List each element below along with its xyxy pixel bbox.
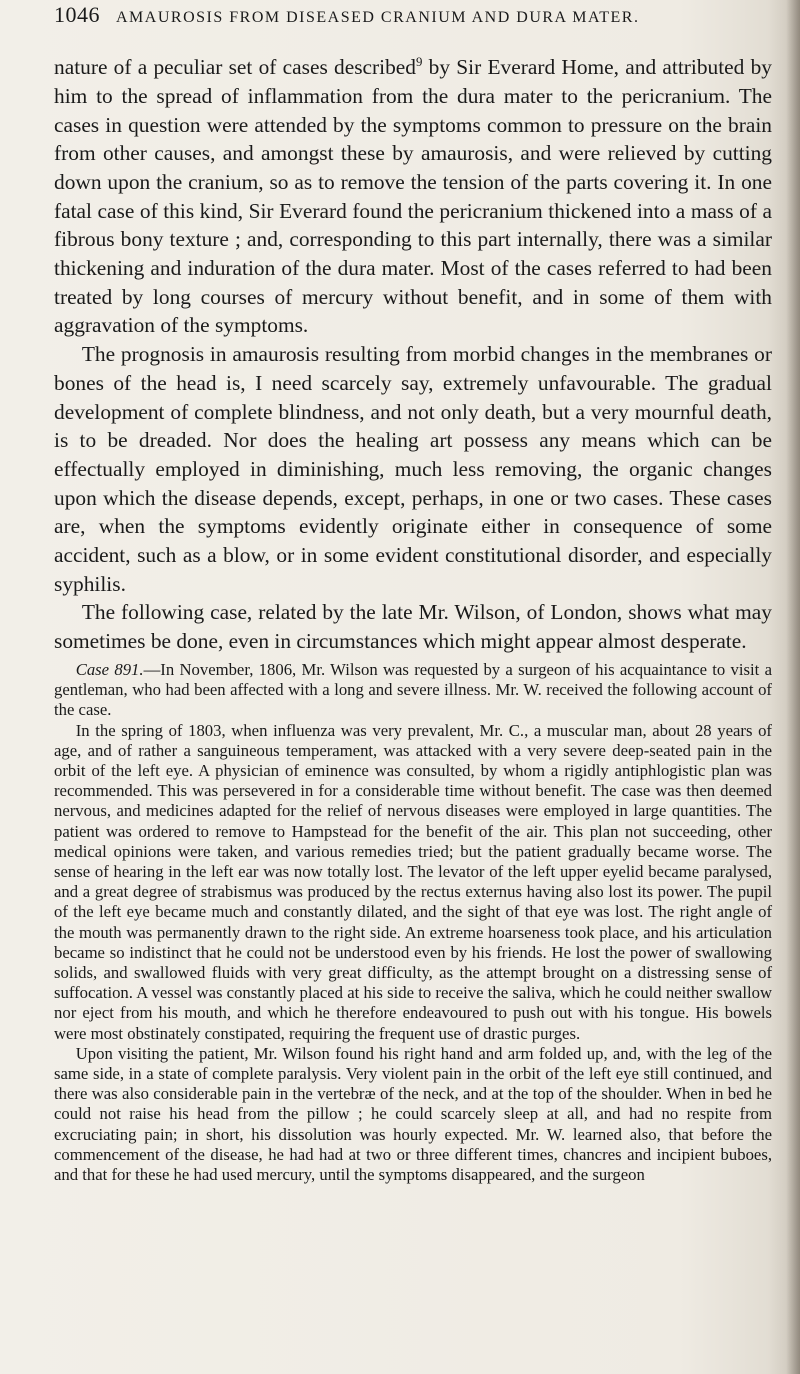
case-paragraph-1: In the spring of 1803, when influenza was very prevalent, Mr. C., a muscular man, about 28 years of age, and of rather a sanguineous temperament, was attacked with a very severe deep-seated pain in the orbit of the left eye. A physician of eminence was consulted, by whom a rigidly antiphlogistic plan was recommended. This was persevered in for a considerable time without benefit. The case was then deemed nervous, and medicines adapted for the relief of nervous diseases were employed in large quantities. The patient was ordered to remove to Hampstead for the benefit of the air. This plan not succeeding, other medical opinions were taken, and various remedies tried; but the patient gradually became worse. The sense of hearing in the left ear was now totally lost. The levator of the left upper eyelid became paralysed, and a great degree of strabismus was produced by the rectus externus having also lost its power. The pupil of the left eye became much and constantly dilated, and the sight of that eye was lost. The right angle of the mouth was permanently drawn to the right side. An extreme hoarseness took place, and his articulation became so indistinct that he could not be understood even by his friends. He lost the power of swallowing solids, and swallowed fluids with very great difficulty, as the attempt brought on a distressing sense of suffocation. A vessel was constantly placed at his side to receive the saliva, which he could neither swallow nor eject from his mouth, and which he therefore endeavoured to push out with his tongue. His bowels were most obstinately constipated, requiring the frequent use of drastic purges. (54, 720, 772, 1043)
footnote-marker: 9 (415, 55, 423, 69)
case-intro: Case 891.—In November, 1806, Mr. Wilson was requested by a surgeon of his acquaintance to visit a gentleman, who had been affected with a long and severe illness. Mr. W. received the following account of the case. (54, 659, 772, 720)
running-head: AMAUROSIS FROM DISEASED CRANIUM AND DURA MATER. (116, 9, 640, 26)
case-paragraph-2: Upon visiting the patient, Mr. Wilson found his right hand and arm folded up, and, with the leg of the same side, in a state of complete paralysis. Very violent pain in the orbit of the left eye still continued, and there was also considerable pain in the vertebræ of the neck, and at the top of the shoulder. When in bed he could not raise his head from the pillow ; he could scarcely sleep at all, and had no respite from excruciating pain; in short, his dissolution was hourly expected. Mr. W. learned also, that before the commencement of the disease, he had had at two or three different times, chancres and incipient buboes, and that for these he had used mercury, until the symptoms disappeared, and the surgeon (54, 1043, 772, 1184)
page-header (54, 2, 772, 48)
paragraph-2: The prognosis in amaurosis resulting from morbid changes in the membranes or bones of the head is, I need scarcely say, extremely unfavourable. The gradual development of complete blindness, and not only death, but a very mournful death, is to be dreaded. Nor does the healing art possess any means which can be effectually employed in diminishing, much less removing, the organic changes upon which the disease depends, except, perhaps, in one or two cases. These cases are, when the symptoms evidently originate either in consequence of some accident, such as a blow, or in some evident constitutional disorder, and especially syphilis. (54, 342, 772, 596)
paragraph-1: nature of a peculiar set of cases described$^9$ by Sir Everard Home, and attributed by him to the spread of inflammation from the dura mater to the pericranium. The cases in question were attended by the symptoms common to pressure on the brain from other causes, and amongst these by amaurosis, and were relieved by cutting down upon the cranium, so as to remove the tension of the parts covering it. In one fatal case of this kind, Sir Everard found the pericranium thickened into a mass of a fibrous bony texture ; and, corresponding to this part internally, there was a similar thickening and induration of the dura mater. Most of the cases referred to had been treated by long courses of mercury without benefit, and in some of them with aggravation of the symptoms. (54, 55, 772, 338)
case-label: Case 891. (75, 659, 144, 679)
case-report (54, 660, 772, 1185)
main-text (54, 48, 772, 656)
page-number: 1046 (54, 2, 100, 27)
page-edge-shadow (786, 0, 800, 1374)
paragraph-3: The following case, related by the late Mr. Wilson, of London, shows what may sometimes be done, even in circumstances which might appear almost desperate. (54, 600, 772, 654)
